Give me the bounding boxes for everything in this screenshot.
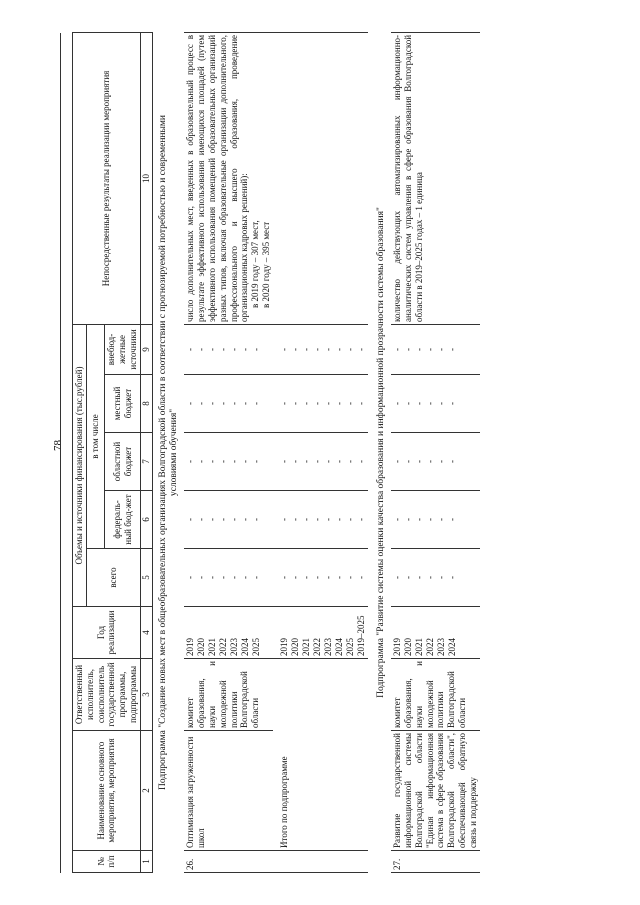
table-row-total <box>273 32 368 872</box>
header-financing: Объемы и источники финансирования (тыс.рублей) <box>73 324 87 606</box>
row-number: 27. <box>391 851 479 873</box>
header-results: Непосредственные результаты реализации мероприятия <box>73 32 141 324</box>
year-cell: 2019 <box>185 638 196 656</box>
row-offbudget: - - - - - - - <box>184 324 272 374</box>
subprogram-title: Подпрограмма "Развитие системы оценки качества образования и информационной прозрачности системы образования" <box>375 207 386 698</box>
year-cell: 2019 <box>278 638 289 656</box>
program-table <box>72 32 480 873</box>
year-cell: 2020 <box>196 638 207 656</box>
year-cell: 2022 <box>425 638 436 656</box>
year-cell: 2020 <box>289 638 300 656</box>
result-line: в 2019 году – 307 мест, <box>250 220 261 308</box>
itogo-total: - - - - - - - - <box>273 549 368 607</box>
itogo-local: - - - - - - - - <box>273 375 368 433</box>
year-cell: 2024 <box>333 638 344 656</box>
row-result <box>184 32 272 324</box>
row-regional: - - - - - - <box>391 433 479 491</box>
col-num: 10 <box>140 32 152 324</box>
year-cell: 2025 <box>344 638 355 656</box>
col-num: 3 <box>140 659 152 731</box>
col-num: 2 <box>140 731 152 851</box>
row-executor: комитет образования, науки и молодежной политики Волгоградской области <box>391 659 479 731</box>
year-cell: 2022 <box>218 638 229 656</box>
header-local: местный бюджет <box>105 375 140 433</box>
year-cell: 2025 <box>251 638 262 656</box>
row-offbudget: - - - - - - <box>391 324 479 374</box>
year-cell: 2021 <box>300 638 311 656</box>
subprogram-title: Подпрограмма "Создание новых мест в общеобразовательных организациях Волгоградской области в соответствии с прогнозируемой потребностью и современными условиями обучения" <box>157 115 179 790</box>
row-name: Оптимизация загруженности школ <box>184 731 272 851</box>
year-cell: 2021 <box>414 638 425 656</box>
row-result: количество действующих автоматизированных информационно-аналитических систем управления в сфере образования Волгоградской области в 2019–2025 годах – 1 единица <box>391 32 479 324</box>
table-row <box>184 32 272 872</box>
year-cell: 2022 <box>311 638 322 656</box>
itogo-offbudget: - - - - - - - - <box>273 324 368 374</box>
table-row <box>391 32 479 872</box>
header-offbudget: внебюд-жетные источники <box>105 324 140 374</box>
col-num: 5 <box>140 549 152 607</box>
itogo-federal: - - - - - - - - <box>273 491 368 549</box>
year-cell: 2023 <box>229 638 240 656</box>
col-num: 7 <box>140 433 152 491</box>
col-num: 9 <box>140 324 152 374</box>
row-federal: - - - - - - <box>391 491 479 549</box>
year-cell: 2021 <box>207 638 218 656</box>
year-cell: 2019–2025 <box>355 615 366 656</box>
row-local: - - - - - - - <box>184 375 272 433</box>
page-number: 78 <box>52 440 64 451</box>
result-text: число дополнительных мест, введенных в образовательный процесс в результате эффективного использования имеющихся площадей (путем эффективного использования помещений образовательных организаций разных типов, включая образовательные организации дополнительного, профессионального и высшего образования, проведение организационных кадровых решений): <box>185 34 250 322</box>
row-total: - - - - - - <box>391 549 479 607</box>
row-local: - - - - - - <box>391 375 479 433</box>
year-cell: 2023 <box>436 638 447 656</box>
result-line: в 2020 году – 395 мест <box>260 221 271 308</box>
row-regional: - - - - - - - <box>184 433 272 491</box>
column-numbers-row <box>140 32 152 872</box>
row-years <box>184 607 272 659</box>
row-executor: комитет образования, науки и молодежной политики Волгоградской области <box>184 659 272 731</box>
itogo-years <box>273 607 368 659</box>
col-num: 8 <box>140 375 152 433</box>
header-regional: областной бюджет <box>105 433 140 491</box>
year-cell: 2020 <box>403 638 414 656</box>
col-num: 4 <box>140 607 152 659</box>
header-executor: Ответственный исполнитель, соисполнитель государственной программы, подпрограммы <box>73 659 141 731</box>
col-num: 6 <box>140 491 152 549</box>
year-cell: 2023 <box>322 638 333 656</box>
year-cell: 2024 <box>447 638 458 656</box>
header-name: Наименование основного мероприятия, мероприятия <box>73 731 141 851</box>
row-name: Развитие государственной информационной системы Волгоградской области "Единая информационная система в сфере образования Волгоградской области", обеспечивающей обратную связь и поддержку <box>391 731 479 851</box>
row-federal: - - - - - - - <box>184 491 272 549</box>
itogo-label: Итого по подпрограмме <box>273 659 368 851</box>
year-cell: 2024 <box>240 638 251 656</box>
top-rule <box>60 33 61 873</box>
row-years <box>391 607 479 659</box>
header-total: всего <box>86 549 140 607</box>
col-num: 1 <box>140 851 152 873</box>
header-num: № п/п <box>73 851 141 873</box>
row-number: 26. <box>184 851 272 873</box>
table-container <box>72 33 480 873</box>
itogo-regional: - - - - - - - - <box>273 433 368 491</box>
header-including: в том числе <box>86 324 105 548</box>
year-cell: 2019 <box>392 638 403 656</box>
header-federal: федераль-ный бюд-жет <box>105 491 140 549</box>
header-year: Год реализации <box>73 607 141 659</box>
row-total: - - - - - - - <box>184 549 272 607</box>
